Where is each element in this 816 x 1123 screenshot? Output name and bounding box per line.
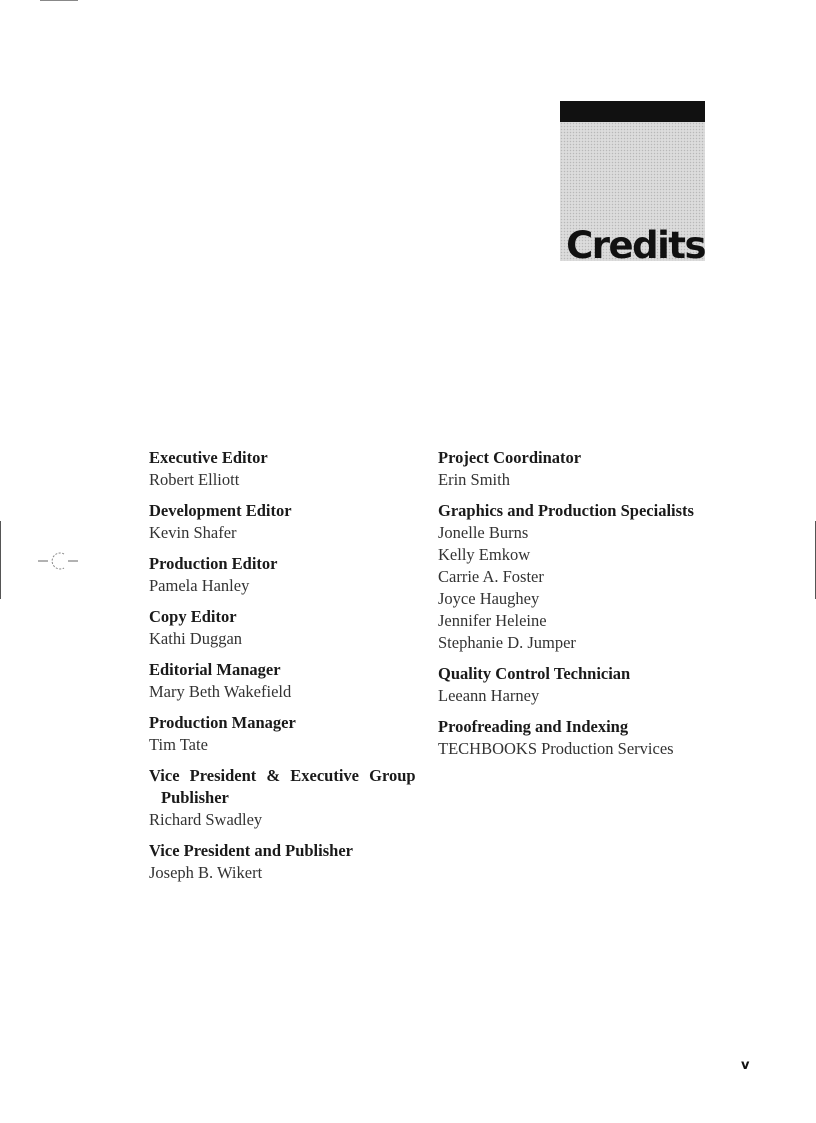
credit-name: Kathi Duggan <box>149 629 243 648</box>
credit-name: Kevin Shafer <box>149 523 237 542</box>
credit-entry <box>149 712 424 756</box>
credit-name: Carrie A. Foster <box>438 567 544 586</box>
credit-name: Leeann Harney <box>438 686 540 705</box>
title-bar <box>560 101 705 122</box>
credit-entry <box>149 765 424 831</box>
page-number: v <box>741 1058 750 1073</box>
credit-name: Robert Elliott <box>149 470 240 489</box>
credit-entry <box>149 659 424 703</box>
credit-entry <box>149 840 424 884</box>
credit-entry <box>438 663 728 707</box>
credit-name: Tim Tate <box>149 735 208 754</box>
chapter-title-block <box>560 101 705 267</box>
credit-role: Executive Editor <box>149 448 268 467</box>
credit-name: Joseph B. Wikert <box>149 863 263 882</box>
credit-role: Project Coordinator <box>438 448 582 467</box>
credit-name: Kelly Emkow <box>438 545 531 564</box>
credit-role: Production Editor <box>149 554 278 573</box>
credit-entry <box>149 553 424 597</box>
credit-name: Jennifer Heleine <box>438 611 547 630</box>
credit-name: Erin Smith <box>438 470 510 489</box>
credit-entry <box>149 500 424 544</box>
credit-name: Stephanie D. Jumper <box>438 633 576 652</box>
credit-role: Proofreading and Indexing <box>438 717 629 736</box>
registration-mark-icon <box>38 550 80 572</box>
credit-role: Graphics and Production Specialists <box>438 501 694 520</box>
crop-mark <box>40 0 78 1</box>
credit-name: Jonelle Burns <box>438 523 529 542</box>
credit-name: Mary Beth Wakefield <box>149 682 292 701</box>
credit-name: Joyce Haughey <box>438 589 540 608</box>
credit-name: Pamela Hanley <box>149 576 250 595</box>
credit-entry <box>438 716 728 760</box>
credit-role: Quality Control Technician <box>438 664 631 683</box>
credit-name: TECHBOOKS Production Services <box>438 739 674 758</box>
credit-role: Production Manager <box>149 713 296 732</box>
credit-role: Development Editor <box>149 501 292 520</box>
credit-role: Vice President and Publisher <box>149 841 353 860</box>
edge-mark-left <box>0 521 1 599</box>
credit-role: Copy Editor <box>149 607 237 626</box>
credit-name: Richard Swadley <box>149 810 263 829</box>
title-panel <box>560 122 705 267</box>
credit-role: Vice President & Executive Group Publisher <box>149 766 416 807</box>
credits-right-column <box>438 447 728 769</box>
credit-entry <box>438 447 728 491</box>
page-title: Credits <box>566 224 705 267</box>
credit-entry <box>438 500 728 654</box>
credits-left-column <box>149 447 424 893</box>
credit-entry <box>149 606 424 650</box>
credit-entry <box>149 447 424 491</box>
credit-role: Editorial Manager <box>149 660 281 679</box>
